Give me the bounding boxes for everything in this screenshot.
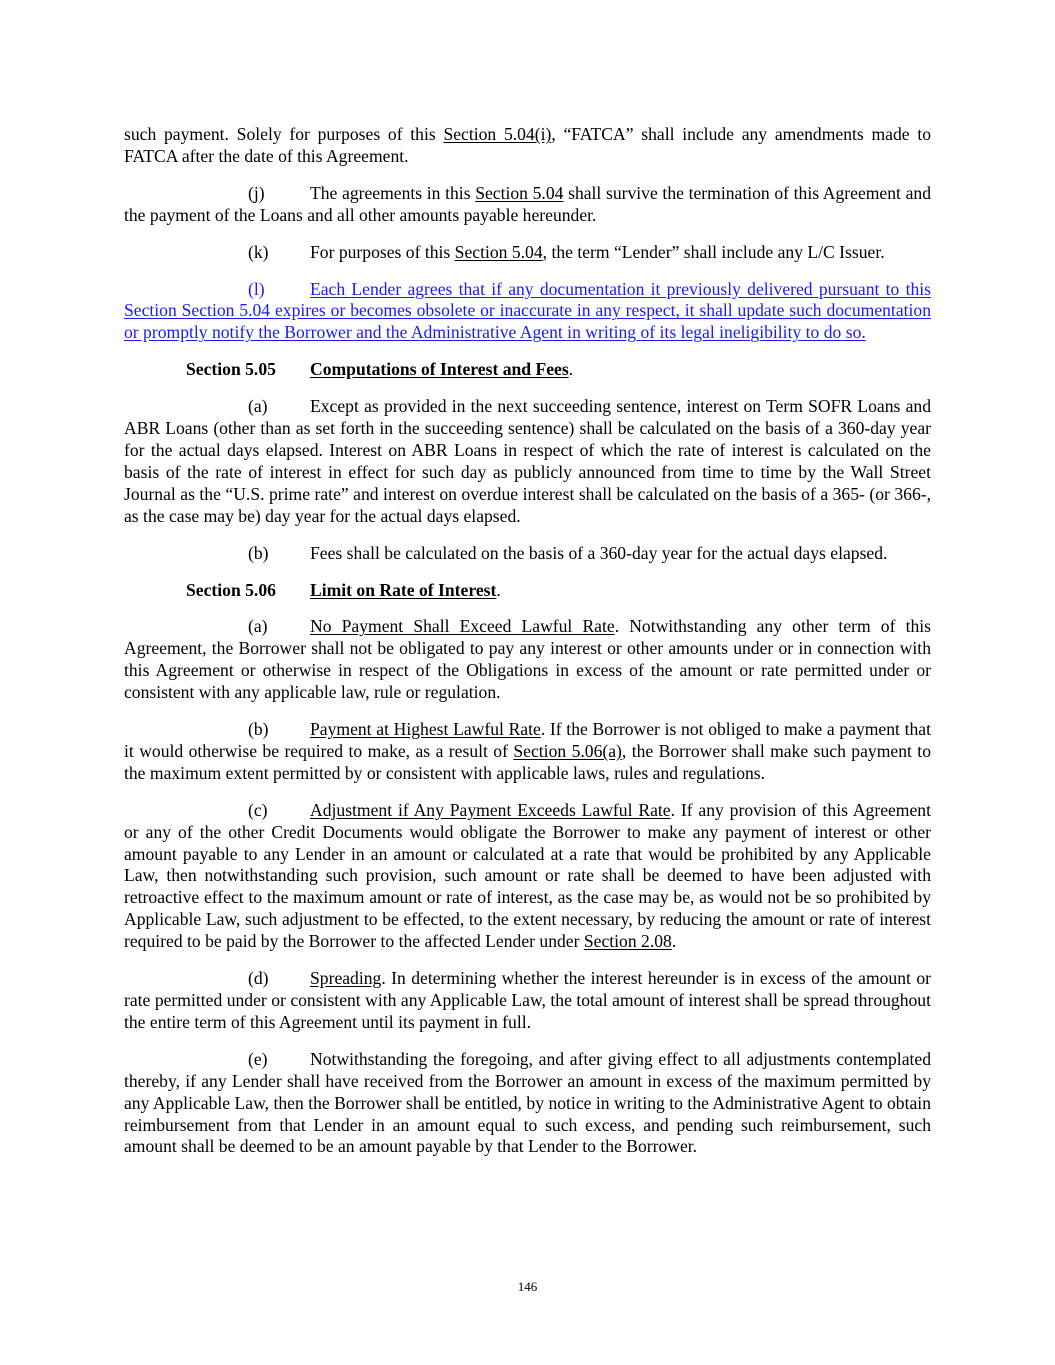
paragraph-label: (e) <box>248 1048 268 1069</box>
paragraph-text: Fees shall be calculated on the basis of a 360-day year for the actual days elapsed. <box>310 542 888 563</box>
paragraph-label: (j) <box>248 182 265 203</box>
paragraph-text: The agreements in this <box>310 182 476 203</box>
paragraph-label: (c) <box>248 799 268 820</box>
section-5-06-paragraph-b <box>124 719 931 785</box>
paragraph-text: Each Lender agrees that if any documentation it previously delivered pursuant to this Section Section 5.04 expires or becomes obsolete or inaccurate in any respect, it shall update such documentation or promptly notify the Borrower and the Administrative Agent in writing of its legal ineligibility to do so. <box>124 278 931 343</box>
paragraph-label: (b) <box>248 542 269 563</box>
section-reference: Section 2.08 <box>583 931 672 952</box>
paragraph-j <box>124 183 931 227</box>
paragraph-text: . If any provision of this Agreement or any of the other Credit Documents would obligate the Borrower to make any payment of interest or other amount payable to any Lender in an amount or calculated at a rate that would be prohibited by any Applicable Law, then notwithstanding such provision, such amount or rate shall be deemed to have been adjusted with retroactive effect to the maximum amount or rate of interest, as the case may be, as would not be so prohibited by Applicable Law, such adjustment to be effected, to the extent necessary, by reducing the amount or rate of interest required to be paid by the Borrower to the affected Lender under <box>124 799 931 952</box>
paragraph-label: (l) <box>248 278 265 299</box>
paragraph-text: For purposes of this <box>310 241 455 262</box>
paragraph-text: , the Borrower shall make such payment to the maximum extent permitted by or consistent with applicable laws, rules and regulations. <box>124 740 931 783</box>
section-5-06-heading <box>124 580 931 602</box>
paragraph-i-continuation <box>124 124 931 168</box>
paragraph-heading: Payment at Highest Lawful Rate <box>310 719 541 740</box>
section-5-05-paragraph-b <box>124 543 931 565</box>
paragraph-text: such payment. Solely for purposes of this <box>124 124 444 144</box>
paragraph-label: (b) <box>248 719 269 740</box>
paragraph-text: . If the Borrower is not obliged to make a payment that it would otherwise be required to make, as a result of <box>124 719 931 761</box>
section-5-05-heading <box>124 359 931 381</box>
section-5-06-paragraph-a <box>124 616 931 704</box>
section-number: Section 5.06 <box>186 579 276 600</box>
section-5-06-paragraph-e <box>124 1049 931 1159</box>
paragraph-label: (k) <box>248 241 269 262</box>
section-title: Computations of Interest and Fees <box>310 359 569 380</box>
section-5-05-paragraph-a <box>124 396 931 527</box>
page-number: 146 <box>517 1279 538 1294</box>
section-reference: Section 5.04(i) <box>443 124 552 144</box>
paragraph-heading: Spreading <box>310 968 382 989</box>
section-reference: Section 5.06(a) <box>513 740 622 761</box>
document-body <box>124 124 931 1173</box>
paragraph-heading: No Payment Shall Exceed Lawful Rate <box>310 616 615 637</box>
paragraph-text: , the term “Lender” shall include any L/C Issuer. <box>542 241 885 262</box>
section-5-06-paragraph-d <box>124 968 931 1034</box>
paragraph-label: (a) <box>248 396 268 417</box>
paragraph-l-inserted <box>124 279 931 345</box>
paragraph-text: . Notwithstanding any other term of this Agreement, the Borrower shall not be obligated to pay any interest or other amounts under or in connection with this Agreement or otherwise in respect of the Obligations in excess of the amount or rate permitted under or consistent with any applicable law, rule or regulation. <box>124 616 931 703</box>
paragraph-label: (a) <box>248 616 268 637</box>
paragraph-text: Except as provided in the next succeeding sentence, interest on Term SOFR Loans and ABR Loans (other than as set forth in the succeeding sentence) shall be calculated on the basis of a 360-day year for the actual days elapsed. Interest on ABR Loans in respect of which the rate of interest is calculated on the basis of the rate of interest in effect for such day as publicly announced from time to time by the Wall Street Journal as the “U.S. prime rate” and interest on overdue interest shall be calculated on the basis of a 365- (or 366-, as the case may be) day year for the actual days elapsed. <box>124 396 931 526</box>
paragraph-k <box>124 242 931 264</box>
paragraph-text: . In determining whether the interest hereunder is in excess of the amount or rate permitted under or consistent with any Applicable Law, the total amount of interest shall be spread throughout the entire term of this Agreement until its payment in full. <box>124 968 931 1032</box>
section-title-period: . <box>568 359 574 380</box>
paragraph-label: (d) <box>248 968 269 989</box>
section-number: Section 5.05 <box>186 359 276 380</box>
section-title: Limit on Rate of Interest <box>310 579 497 600</box>
paragraph-text: Notwithstanding the foregoing, and after giving effect to all adjustments contemplated thereby, if any Lender shall have received from the Borrower an amount in excess of the maximum permitted by any Applicable Law, then the Borrower shall be entitled, by notice in writing to the Administrative Agent to obtain reimbursement from that Lender in an amount equal to such excess, and pending such reimbursement, such amount shall be deemed to be an amount payable by that Lender to the Borrower. <box>124 1048 931 1157</box>
paragraph-text: shall survive the termination of this Agreement and the payment of the Loans and all other amounts payable hereunder. <box>124 182 931 225</box>
paragraph-text: , “FATCA” shall include any amendments made to FATCA after the date of this Agreement. <box>124 124 931 166</box>
paragraph-text: . <box>671 931 677 952</box>
section-5-06-paragraph-c <box>124 800 931 953</box>
section-reference: Section 5.04 <box>454 241 543 262</box>
section-title-period: . <box>496 579 501 600</box>
section-reference: Section 5.04 <box>475 182 564 203</box>
paragraph-heading: Adjustment if Any Payment Exceeds Lawful Rate <box>310 799 671 820</box>
